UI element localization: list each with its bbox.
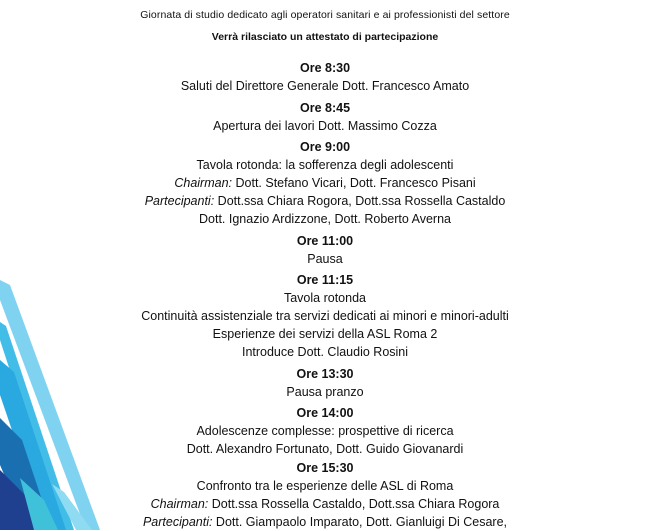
participants-names: Dott.ssa Chiara Rogora, Dott.ssa Rossella Castaldo (214, 194, 506, 208)
chairman-line (0, 495, 650, 513)
slot-text: Tavola rotonda: la sofferenza degli adolescenti (196, 158, 454, 172)
chairman-names: Dott.ssa Rossella Castaldo, Dott.ssa Chiara Rogora (208, 497, 500, 511)
chairman-label: Chairman: (150, 497, 209, 511)
participants-label: Partecipanti: (142, 515, 213, 529)
slot-text: Esperienze dei servizi della ASL Roma 2 (212, 327, 438, 341)
slot-text: Adolescenze complesse: prospettive di ricerca (196, 424, 454, 438)
program-slot (0, 59, 650, 95)
event-subtitle: Giornata di studio dedicato agli operatori sanitari e ai professionisti del settore (140, 9, 510, 21)
program-slot (0, 404, 650, 458)
participants-line (0, 513, 650, 531)
slot-text: Tavola rotonda (283, 291, 366, 305)
slot-text: Pausa (307, 252, 343, 266)
participants-extra: Dott. Ignazio Ardizzone, Dott. Roberto Averna (199, 212, 451, 226)
slot-time: Ore 8:45 (299, 101, 351, 115)
program-slot (0, 232, 650, 268)
slot-text: Saluti del Direttore Generale Dott. Francesco Amato (180, 79, 470, 93)
participants-label: Partecipanti: (144, 194, 215, 208)
program-slot (0, 138, 650, 228)
participants-line (0, 192, 650, 210)
slot-text: Pausa pranzo (286, 385, 364, 399)
chairman-label: Chairman: (174, 176, 233, 190)
slot-time: Ore 15:30 (296, 461, 354, 475)
program-slot (0, 459, 650, 531)
program-slot (0, 99, 650, 135)
chairman-line (0, 174, 650, 192)
program-slot (0, 271, 650, 361)
slot-time: Ore 11:15 (296, 273, 354, 287)
slot-time: Ore 14:00 (296, 406, 354, 420)
slot-time: Ore 13:30 (296, 367, 354, 381)
slot-time: Ore 8:30 (299, 61, 351, 75)
certificate-note: Verrà rilasciato un attestato di partecipazione (211, 31, 439, 43)
participants-names: Dott. Giampaolo Imparato, Dott. Gianluigi Di Cesare, (212, 515, 508, 529)
slot-text: Continuità assistenziale tra servizi dedicati ai minori e minori-adulti (141, 309, 509, 323)
chairman-names: Dott. Stefano Vicari, Dott. Francesco Pisani (232, 176, 476, 190)
slot-time: Ore 11:00 (296, 234, 354, 248)
slot-text: Confronto tra le esperienze delle ASL di Roma (196, 479, 454, 493)
slot-text: Apertura dei lavori Dott. Massimo Cozza (213, 119, 437, 133)
slot-text: Introduce Dott. Claudio Rosini (241, 345, 409, 359)
program-slot (0, 365, 650, 401)
slot-time: Ore 9:00 (299, 140, 351, 154)
slot-text: Dott. Alexandro Fortunato, Dott. Guido Giovanardi (186, 442, 464, 456)
